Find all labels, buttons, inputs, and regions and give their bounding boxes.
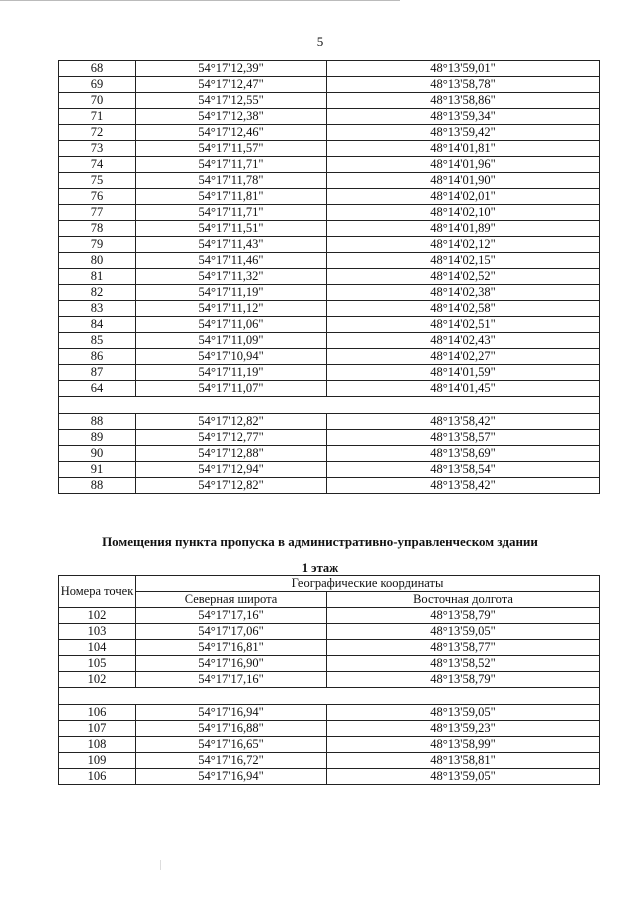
point-number: 71 (59, 109, 136, 125)
north-latitude: 54°17'11,07" (136, 381, 327, 397)
east-longitude: 48°14'02,51" (327, 317, 600, 333)
north-latitude: 54°17'11,19" (136, 365, 327, 381)
north-latitude: 54°17'11,09" (136, 333, 327, 349)
north-latitude: 54°17'11,19" (136, 285, 327, 301)
east-longitude: 48°13'59,01" (327, 61, 600, 77)
east-longitude: 48°13'58,77" (327, 640, 600, 656)
empty-cell (59, 688, 600, 705)
east-longitude: 48°13'58,42" (327, 478, 600, 494)
table-row (59, 237, 600, 253)
point-number: 84 (59, 317, 136, 333)
east-longitude: 48°14'02,15" (327, 253, 600, 269)
north-latitude: 54°17'11,12" (136, 301, 327, 317)
east-longitude: 48°13'58,69" (327, 446, 600, 462)
table-row (59, 705, 600, 721)
east-longitude: 48°13'58,42" (327, 414, 600, 430)
point-number: 83 (59, 301, 136, 317)
table-row (59, 189, 600, 205)
north-latitude: 54°17'12,39" (136, 61, 327, 77)
point-number: 88 (59, 414, 136, 430)
table-row (59, 61, 600, 77)
table-row (59, 77, 600, 93)
point-number: 82 (59, 285, 136, 301)
point-number: 81 (59, 269, 136, 285)
point-number: 109 (59, 753, 136, 769)
table-row (59, 349, 600, 365)
point-number: 102 (59, 672, 136, 688)
north-latitude: 54°17'11,46" (136, 253, 327, 269)
east-longitude: 48°13'59,05" (327, 769, 600, 785)
east-longitude: 48°14'02,52" (327, 269, 600, 285)
table-row (59, 269, 600, 285)
east-longitude: 48°14'02,27" (327, 349, 600, 365)
north-latitude: 54°17'17,06" (136, 624, 327, 640)
group-separator-row (59, 397, 600, 414)
table-row (59, 478, 600, 494)
north-latitude: 54°17'16,94" (136, 705, 327, 721)
north-latitude: 54°17'16,94" (136, 769, 327, 785)
east-longitude: 48°13'59,23" (327, 721, 600, 737)
table-row (59, 446, 600, 462)
north-latitude: 54°17'16,90" (136, 656, 327, 672)
point-number: 77 (59, 205, 136, 221)
table-row (59, 608, 600, 624)
north-latitude: 54°17'11,78" (136, 173, 327, 189)
east-longitude: 48°14'02,58" (327, 301, 600, 317)
table-row (59, 640, 600, 656)
east-longitude: 48°14'02,38" (327, 285, 600, 301)
point-number: 106 (59, 769, 136, 785)
north-latitude: 54°17'12,88" (136, 446, 327, 462)
east-longitude: 48°13'59,05" (327, 624, 600, 640)
point-number: 108 (59, 737, 136, 753)
point-number: 91 (59, 462, 136, 478)
east-longitude: 48°14'01,45" (327, 381, 600, 397)
east-longitude: 48°13'59,05" (327, 705, 600, 721)
table-row (59, 157, 600, 173)
north-latitude: 54°17'17,16" (136, 608, 327, 624)
table-row (59, 365, 600, 381)
north-latitude: 54°17'11,71" (136, 157, 327, 173)
point-number: 88 (59, 478, 136, 494)
north-latitude: 54°17'11,51" (136, 221, 327, 237)
table-row (59, 737, 600, 753)
table-row (59, 333, 600, 349)
point-number: 75 (59, 173, 136, 189)
header-geo-coordinates: Географические координаты (136, 576, 600, 592)
east-longitude: 48°13'59,42" (327, 125, 600, 141)
table-row (59, 381, 600, 397)
north-latitude: 54°17'12,82" (136, 478, 327, 494)
north-latitude: 54°17'11,32" (136, 269, 327, 285)
east-longitude: 48°13'58,79" (327, 672, 600, 688)
point-number: 78 (59, 221, 136, 237)
header-point-number: Номера точек (59, 576, 136, 608)
table-row (59, 221, 600, 237)
table-row (59, 672, 600, 688)
coordinates-table-floor-1 (58, 575, 600, 785)
east-longitude: 48°13'58,79" (327, 608, 600, 624)
north-latitude: 54°17'12,82" (136, 414, 327, 430)
table-row (59, 721, 600, 737)
north-latitude: 54°17'16,65" (136, 737, 327, 753)
north-latitude: 54°17'12,47" (136, 77, 327, 93)
section-title: Помещения пункта пропуска в административно-управленческом здании (102, 534, 538, 549)
point-number: 102 (59, 608, 136, 624)
east-longitude: 48°14'02,10" (327, 205, 600, 221)
table-row (59, 141, 600, 157)
point-number: 74 (59, 157, 136, 173)
group-separator-row (59, 688, 600, 705)
point-number: 89 (59, 430, 136, 446)
north-latitude: 54°17'11,43" (136, 237, 327, 253)
north-latitude: 54°17'12,77" (136, 430, 327, 446)
table-row (59, 414, 600, 430)
east-longitude: 48°13'58,99" (327, 737, 600, 753)
point-number: 73 (59, 141, 136, 157)
east-longitude: 48°14'02,12" (327, 237, 600, 253)
north-latitude: 54°17'11,71" (136, 205, 327, 221)
north-latitude: 54°17'16,88" (136, 721, 327, 737)
east-longitude: 48°13'58,57" (327, 430, 600, 446)
north-latitude: 54°17'12,46" (136, 125, 327, 141)
point-number: 86 (59, 349, 136, 365)
north-latitude: 54°17'11,06" (136, 317, 327, 333)
east-longitude: 48°13'58,54" (327, 462, 600, 478)
east-longitude: 48°14'01,96" (327, 157, 600, 173)
scan-edge-line (0, 0, 400, 1)
point-number: 72 (59, 125, 136, 141)
table-row (59, 624, 600, 640)
table-subheader-row (59, 592, 600, 608)
north-latitude: 54°17'16,81" (136, 640, 327, 656)
north-latitude: 54°17'12,55" (136, 93, 327, 109)
table-row (59, 125, 600, 141)
north-latitude: 54°17'10,94" (136, 349, 327, 365)
table-row (59, 93, 600, 109)
floor-title: 1 этаж (301, 561, 339, 575)
point-number: 76 (59, 189, 136, 205)
table-row (59, 285, 600, 301)
point-number: 105 (59, 656, 136, 672)
east-longitude: 48°14'01,59" (327, 365, 600, 381)
east-longitude: 48°14'01,81" (327, 141, 600, 157)
north-latitude: 54°17'12,94" (136, 462, 327, 478)
east-longitude: 48°13'58,86" (327, 93, 600, 109)
north-latitude: 54°17'16,72" (136, 753, 327, 769)
table-header-row (59, 576, 600, 592)
point-number: 90 (59, 446, 136, 462)
table-row (59, 205, 600, 221)
east-longitude: 48°13'58,78" (327, 77, 600, 93)
point-number: 69 (59, 77, 136, 93)
point-number: 107 (59, 721, 136, 737)
east-longitude: 48°13'58,52" (327, 656, 600, 672)
north-latitude: 54°17'11,81" (136, 189, 327, 205)
point-number: 103 (59, 624, 136, 640)
table-row (59, 753, 600, 769)
table-row (59, 173, 600, 189)
page-number: 5 (316, 34, 324, 49)
east-longitude: 48°14'02,43" (327, 333, 600, 349)
header-east-longitude: Восточная долгота (327, 592, 600, 608)
coordinates-table-continued (58, 60, 600, 494)
table-row (59, 430, 600, 446)
north-latitude: 54°17'11,57" (136, 141, 327, 157)
point-number: 70 (59, 93, 136, 109)
point-number: 106 (59, 705, 136, 721)
north-latitude: 54°17'17,16" (136, 672, 327, 688)
table-row (59, 109, 600, 125)
point-number: 104 (59, 640, 136, 656)
east-longitude: 48°14'01,90" (327, 173, 600, 189)
east-longitude: 48°14'02,01" (327, 189, 600, 205)
east-longitude: 48°13'59,34" (327, 109, 600, 125)
east-longitude: 48°14'01,89" (327, 221, 600, 237)
table-row (59, 769, 600, 785)
table-row (59, 301, 600, 317)
point-number: 85 (59, 333, 136, 349)
table-row (59, 253, 600, 269)
header-north-latitude: Северная широта (136, 592, 327, 608)
north-latitude: 54°17'12,38" (136, 109, 327, 125)
point-number: 68 (59, 61, 136, 77)
east-longitude: 48°13'58,81" (327, 753, 600, 769)
point-number: 87 (59, 365, 136, 381)
point-number: 80 (59, 253, 136, 269)
point-number: 79 (59, 237, 136, 253)
empty-cell (59, 397, 600, 414)
table-row (59, 656, 600, 672)
table-row (59, 462, 600, 478)
scan-artifact (160, 860, 161, 870)
table-row (59, 317, 600, 333)
point-number: 64 (59, 381, 136, 397)
